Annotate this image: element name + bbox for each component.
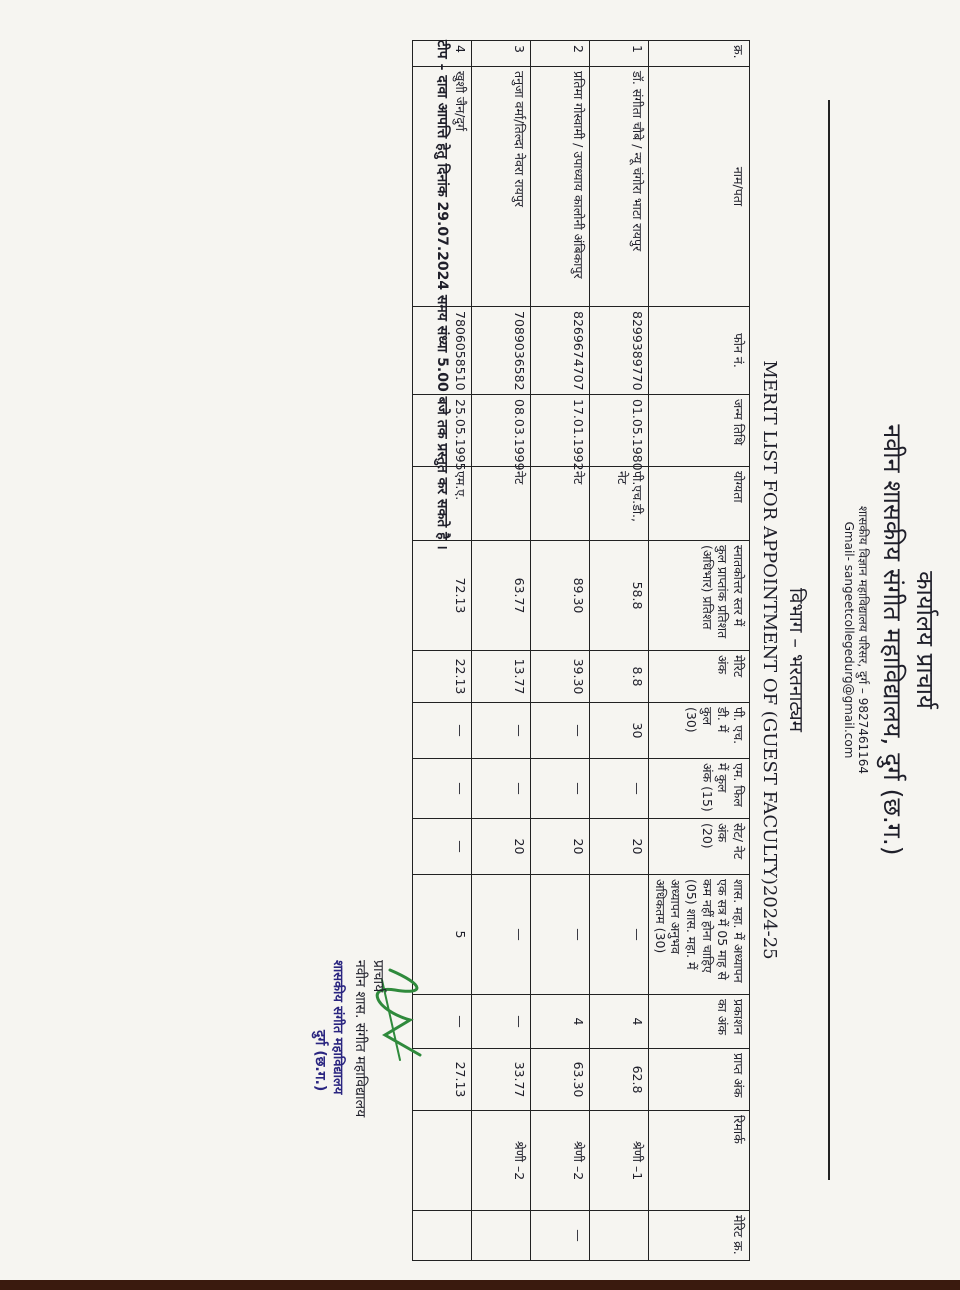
- cell-experience: —: [590, 875, 649, 995]
- department-title: विभाग – भरतनाट्यम: [785, 587, 807, 733]
- cell-sn: 2: [531, 41, 590, 67]
- col-header-publication: प्रकाशन का अंक: [649, 995, 750, 1049]
- cell-set-net: 20: [590, 819, 649, 875]
- cell-experience: 5: [413, 875, 472, 995]
- college-address: शासकीय विज्ञान महाविद्यालय परिसर, दुर्ग – 9827461164: [856, 505, 870, 775]
- cell-total: 63.30: [531, 1049, 590, 1111]
- table-row: [531, 41, 590, 1261]
- col-header-phd: पी. एच. डी. में कुल (30): [649, 703, 750, 759]
- cell-set-net: —: [413, 819, 472, 875]
- cell-merit-marks: 39.30: [531, 651, 590, 703]
- col-header-remark: रिमार्क: [649, 1111, 750, 1211]
- cell-merit-marks: 22.13: [413, 651, 472, 703]
- col-header-mphil: एम. फिल में कुल अंक (15): [649, 759, 750, 819]
- cell-merit-marks: 13.77: [472, 651, 531, 703]
- col-header-total: प्राप्त अंक: [649, 1049, 750, 1111]
- cell-dob: 25.05.1995: [413, 395, 472, 467]
- col-header-sn: क्र.: [649, 41, 750, 67]
- cell-pg-percent: 63.77: [472, 541, 531, 651]
- cell-pg-percent: 58.8: [590, 541, 649, 651]
- cell-dob: 17.01.1992: [531, 395, 590, 467]
- cell-publication: 4: [590, 995, 649, 1049]
- col-header-phone: फोन नं.: [649, 307, 750, 395]
- cell-name: डॉ. संगीता चौबे / न्यू चंगोरा भाटा रायपुर: [590, 67, 649, 307]
- cell-phd: —: [472, 703, 531, 759]
- signature-block: [250, 960, 430, 1220]
- signatory-title: प्राचार्य: [370, 960, 386, 993]
- table-header-row: [649, 41, 750, 1261]
- cell-total: 27.13: [413, 1049, 472, 1111]
- cell-rank: [590, 1211, 649, 1261]
- cell-sn: 1: [590, 41, 649, 67]
- cell-experience: —: [531, 875, 590, 995]
- cell-experience: —: [472, 875, 531, 995]
- col-header-set-net: सेट/ नेट अंक (20): [649, 819, 750, 875]
- cell-qualification: नेट: [472, 467, 531, 541]
- cell-mphil: —: [590, 759, 649, 819]
- table-row: [472, 41, 531, 1261]
- col-header-qualification: योग्यता: [649, 467, 750, 541]
- cell-pg-percent: 72.13: [413, 541, 472, 651]
- cell-mphil: —: [413, 759, 472, 819]
- office-heading: कार्यालय प्राचार्य: [911, 571, 939, 709]
- cell-phone: 8269674707: [531, 307, 590, 395]
- cell-publication: 4: [531, 995, 590, 1049]
- cell-merit-marks: 8.8: [590, 651, 649, 703]
- cell-mphil: —: [531, 759, 590, 819]
- cell-name: प्रतिमा गोस्वामी / उपाध्याय कालोनी अंबिकापुर: [531, 67, 590, 307]
- cell-set-net: 20: [531, 819, 590, 875]
- col-header-pg-percent: स्नातकोत्तर स्तर में कुल प्राप्तांक प्रतिशत (अधिभार) प्रतिशत: [649, 541, 750, 651]
- cell-remark: श्रेणी –2: [531, 1111, 590, 1211]
- merit-list-title: MERIT LIST FOR APPOINTMENT OF (GUEST FACULTY)2024-25: [759, 360, 780, 960]
- cell-rank: —: [531, 1211, 590, 1261]
- cell-remark: श्रेणी –1: [590, 1111, 649, 1211]
- cell-phone: 7806058510: [413, 307, 472, 395]
- cell-remark: श्रेणी –2: [472, 1111, 531, 1211]
- cell-sn: 3: [472, 41, 531, 67]
- college-name: नवीन शासकीय संगीत महाविद्यालय, दुर्ग (छ.ग.): [878, 424, 907, 856]
- table-row: [590, 41, 649, 1261]
- cell-total: 33.77: [472, 1049, 531, 1111]
- stamp-line-1: शासकीय संगीत महाविद्यालय: [330, 960, 345, 1095]
- header-divider: [828, 100, 830, 1180]
- cell-sn: 4: [413, 41, 472, 67]
- cell-dob: 08.03.1999: [472, 395, 531, 467]
- signatory-college: नवीन शास. संगीत महाविद्यालय: [352, 960, 368, 1118]
- cell-phd: —: [531, 703, 590, 759]
- col-header-dob: जन्म तिथि: [649, 395, 750, 467]
- cell-name: तनुजा वर्मा/तिल्दा नेवरा रायपुर: [472, 67, 531, 307]
- cell-rank: [472, 1211, 531, 1261]
- cell-set-net: 20: [472, 819, 531, 875]
- cell-mphil: —: [472, 759, 531, 819]
- cell-dob: 01.05.1980: [590, 395, 649, 467]
- col-header-name: नाम/पता: [649, 67, 750, 307]
- cell-total: 62.8: [590, 1049, 649, 1111]
- cell-name: खुशी जैन/दुर्ग: [413, 67, 472, 307]
- merit-table: [412, 40, 750, 1261]
- cell-qualification: एम.ए.: [413, 467, 472, 541]
- cell-qualification: पी.एच.डी., नेट: [590, 467, 649, 541]
- cell-publication: —: [472, 995, 531, 1049]
- cell-phone: 7089036582: [472, 307, 531, 395]
- claim-objection-note: टीप – दावा आपत्ति हेतु दिनांक 29.07.2024 समय संध्या 5.00 बजे तक प्रस्तुत कर सकते है ।: [434, 40, 450, 550]
- col-header-experience: शास. महा. में अध्यापन एक सत्र में 05 माह से कम नहीं होना चाहिए (05) शास. महा. में अध्यापन अनुभव अधिकतम (30): [649, 875, 750, 995]
- cell-pg-percent: 89.30: [531, 541, 590, 651]
- cell-publication: —: [413, 995, 472, 1049]
- cell-phd: —: [413, 703, 472, 759]
- col-header-merit-marks: मेरिट अंक: [649, 651, 750, 703]
- cell-phone: 8299389770: [590, 307, 649, 395]
- stamp-line-2: दुर्ग (छ.ग.): [312, 1030, 328, 1092]
- cell-phd: 30: [590, 703, 649, 759]
- cell-qualification: नेट: [531, 467, 590, 541]
- col-header-rank: मेरिट क्र.: [649, 1211, 750, 1261]
- college-email: Gmail- sangeetcollegedurg@gmail.com: [842, 521, 856, 759]
